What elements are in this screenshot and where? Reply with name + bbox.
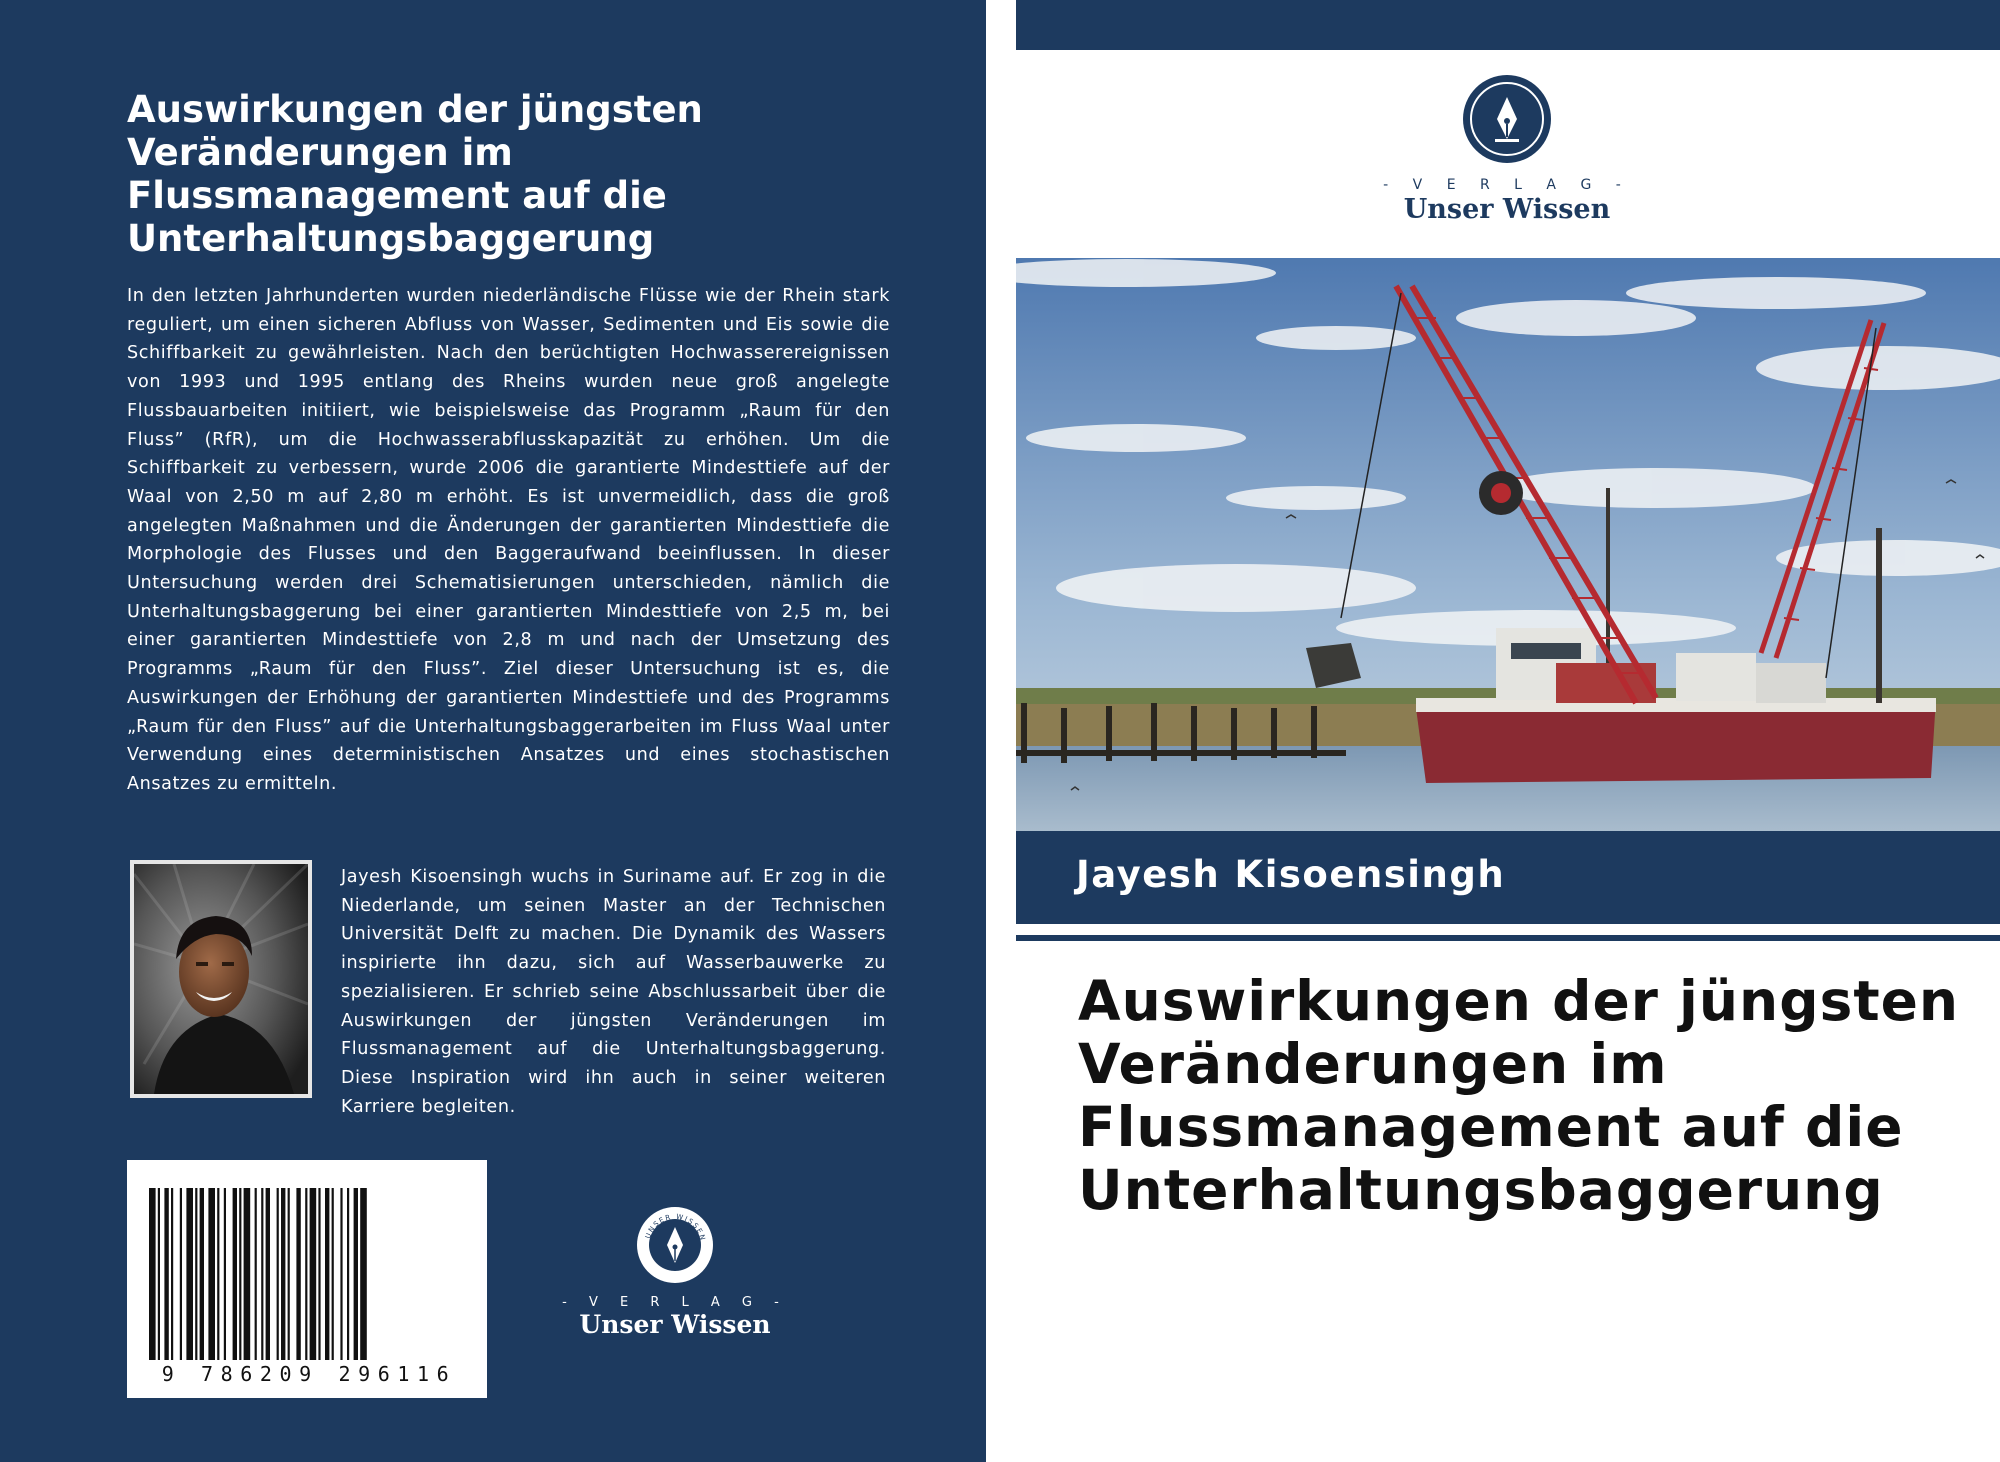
barcode-bar bbox=[244, 1188, 251, 1360]
seal-text: UNSER WISSEN bbox=[643, 1212, 707, 1243]
barcode-bar bbox=[305, 1188, 307, 1360]
barcode-bar bbox=[332, 1188, 334, 1360]
isbn-barcode bbox=[127, 1160, 487, 1398]
barcode-bar bbox=[255, 1188, 257, 1360]
front-logo-verlag: - V E R L A G - bbox=[1383, 177, 1631, 193]
barcode-bar bbox=[158, 1188, 160, 1360]
author-portrait-image bbox=[134, 864, 308, 1094]
front-cover bbox=[1016, 0, 2000, 1462]
barcode-bar bbox=[164, 1188, 168, 1360]
barcode-bar bbox=[200, 1188, 204, 1360]
author-photo bbox=[130, 860, 312, 1098]
back-logo-brand: Unser Wissen bbox=[579, 1310, 771, 1339]
barcode-bar bbox=[325, 1188, 329, 1360]
barcode-bar bbox=[261, 1188, 263, 1360]
barcode-bar bbox=[360, 1188, 367, 1360]
barcode-bar bbox=[288, 1188, 290, 1360]
barcode-bar bbox=[266, 1188, 270, 1360]
barcode-bar bbox=[281, 1188, 285, 1360]
spine-gap bbox=[986, 0, 1016, 1462]
back-cover-blurb: In den letzten Jahrhunderten wurden niederländische Flüsse wie der Rhein stark reguliert, um einen sicheren Abfluss von Wasser, Sedimenten und Eis sowie die Schiffbarkeit zu gewährleisten. Nach den berüchtigten Hochwasserereignissen von 1993 und 1995 entlang des Rheins wurden neue groß angelegte Flussbauarbeiten initiiert, wie beispielsweise das Programm „Raum für den Fluss” (RfR), um die Hochwasserabflusskapazität zu erhöhen. Um die Schiffbarkeit zu verbessern, wurde 2006 die garantierte Mindesttiefe auf der Waal von 2,50 m auf 2,80 m erhöht. Es ist unvermeidlich, dass die groß angelegten Maßnahmen und die Änderungen der garantierten Mindesttiefe die Morphologie des Flusses und den Baggeraufwand beeinflussen. In dieser Untersuchung werden drei Schematisierungen unterschieden, nämlich die Unterhaltungsbaggerung bei einer garantierten Mindesttiefe von 2,5 m, bei einer garantierten Mindesttiefe von 2,8 m und nach der Umsetzung des Programms „Raum für den Fluss”. Ziel dieser Untersuchung ist es, die Auswirkungen der Erhöhung der garantierten Mindesttiefe und des Programms „Raum für den Fluss” auf die Unterhaltungsbaggerarbeiten im Fluss Waal unter Verwendung eines deterministischen Ansatzes und eines stochastischen Ansatzes zu ermitteln. bbox=[127, 286, 890, 794]
barcode-bar bbox=[233, 1188, 237, 1360]
barcode-bar bbox=[224, 1188, 226, 1360]
barcode-bar bbox=[171, 1188, 173, 1360]
isbn-digits: 9 786209 296116 bbox=[161, 1362, 457, 1386]
barcode-bar bbox=[239, 1188, 241, 1360]
back-logo-verlag: - V E R L A G - bbox=[562, 1295, 788, 1310]
barcode-bar bbox=[186, 1188, 193, 1360]
front-logo-brand: Unser Wissen bbox=[1403, 194, 1611, 225]
barcode-bar bbox=[217, 1188, 219, 1360]
front-cover-title: Auswirkungen der jüngsten Veränderungen im Flussmanagement auf die Unterhaltungsbaggerung bbox=[1078, 969, 1960, 1222]
front-top-bar bbox=[1016, 0, 2000, 50]
barcode-bar bbox=[310, 1188, 317, 1360]
barcode-bar bbox=[347, 1188, 349, 1360]
barcode-bar bbox=[354, 1188, 358, 1360]
front-publisher-logo bbox=[1276, 73, 1738, 225]
dredging-ship-image bbox=[1016, 258, 2000, 832]
barcode-bar bbox=[180, 1188, 182, 1360]
pen-nib-logo-icon bbox=[1461, 73, 1553, 165]
back-cover-title: Auswirkungen der jüngsten Veränderungen im Flussmanagement auf die Unterhaltungsbaggerung bbox=[127, 88, 703, 260]
back-cover bbox=[0, 0, 986, 1462]
author-name: Jayesh Kisoensingh bbox=[1076, 853, 1506, 896]
barcode-bar bbox=[195, 1188, 197, 1360]
barcode-bar bbox=[208, 1188, 215, 1360]
back-publisher-logo bbox=[560, 1205, 790, 1339]
pen-nib-seal-icon bbox=[635, 1205, 715, 1285]
barcode-bar bbox=[296, 1188, 300, 1360]
barcode-bar bbox=[318, 1188, 320, 1360]
barcode-bar bbox=[340, 1188, 342, 1360]
author-bio: Jayesh Kisoensingh wuchs in Suriname auf. Er zog in die Niederlande, um seinen Master an der Technischen Universität Delft zu machen. Die Dynamik des Wassers inspirierte ihn dazu, sich auf Wasserbauwerke zu spezialisieren. Er schrieb seine Abschlussarbeit über die Auswirkungen der jüngsten Veränderungen im Flussmanagement auf die Unterhaltungsbaggerung. Diese Inspiration wird ihn auch in seiner weiteren Karriere begleiten. bbox=[341, 867, 886, 1117]
author-band bbox=[1016, 831, 2000, 924]
barcode-bars bbox=[127, 1160, 487, 1360]
dredger-cover-photo bbox=[1016, 258, 2000, 832]
barcode-bar bbox=[277, 1188, 279, 1360]
divider-rule bbox=[1016, 935, 2000, 941]
barcode-bar bbox=[149, 1188, 156, 1360]
